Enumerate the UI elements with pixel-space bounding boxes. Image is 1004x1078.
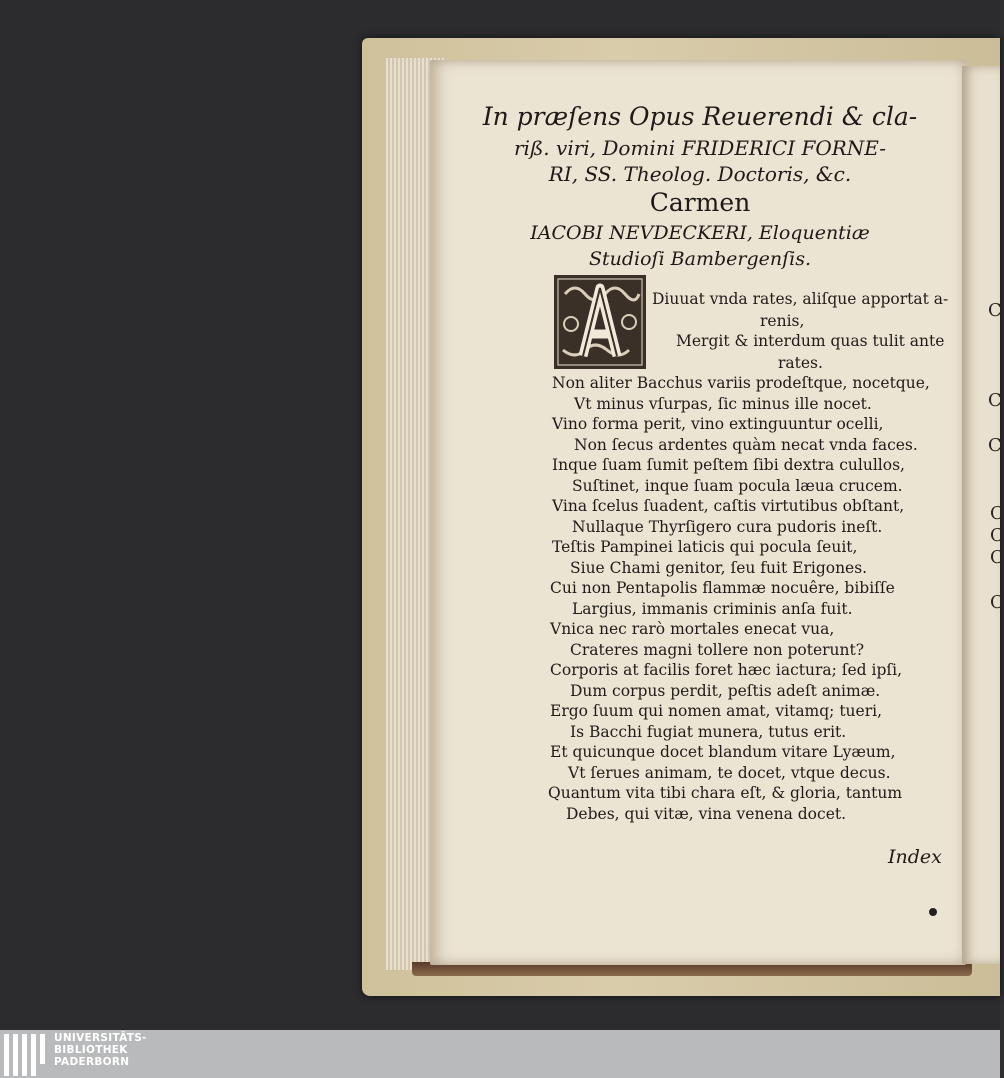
library-logo-icon: [4, 1034, 46, 1076]
verse-line: Et quicunque docet blandum vitare Lyæum,: [550, 743, 896, 761]
facing-page-letter: C: [990, 592, 1004, 613]
verse-line: Mergit & interdum quas tulit ante: [676, 332, 945, 350]
verse-line: Teſtis Pampinei laticis qui pocula ſeuit,: [552, 538, 858, 556]
verse-line: Non aliter Bacchus variis prodeſtque, nocetque,: [552, 374, 930, 392]
facing-page-letter: C: [988, 435, 1002, 456]
verse-line: Suſtinet, inque ſuam pocula læua crucem.: [572, 477, 903, 495]
author-line-2: Studioſi Bambergenſis.: [588, 248, 812, 270]
verse-line: Nullaque Thyrſigero cura pudoris ineſt.: [572, 518, 883, 536]
verse-line: Crateres magni tollere non poterunt?: [570, 641, 865, 659]
verse-line: Debes, qui vitæ, vina venena docet.: [566, 805, 847, 823]
verse-line: renis,: [760, 312, 805, 330]
verse-line: Vt minus vſurpas, ſic minus ille nocet.: [574, 395, 872, 413]
verse-line: Dum corpus perdit, peſtis adeſt animæ.: [570, 682, 881, 700]
title-line-2: riß. viri, Domini FRIDERICI FORNE-: [513, 136, 887, 160]
verse-line: Is Bacchi fugiat munera, tutus erit.: [570, 723, 847, 741]
verse-line: Quantum vita tibi chara eſt, & gloria, tantum: [548, 784, 903, 802]
facing-page-letter: C: [990, 547, 1004, 568]
title-line-3: RI, SS. Theolog. Doctoris, &c.: [548, 162, 852, 186]
decorated-initial-a: [553, 274, 647, 370]
title-line-1: In præſens Opus Reuerendi & cla-: [482, 102, 918, 131]
verse-line: Largius, immanis criminis anſa fuit.: [572, 600, 853, 618]
verse-line: Vina ſcelus ſuadent, caſtis virtutibus obſtant,: [552, 497, 905, 515]
verse-line: Non ſecus ardentes quàm necat vnda faces.: [574, 436, 918, 454]
verse-line: Cui non Pentapolis flammæ nocuêre, bibiſſe: [550, 579, 895, 597]
verse-line: Diuuat vnda rates, aliſque apportat a-: [652, 290, 949, 308]
library-name-line-2: BIBLIOTHEK: [54, 1044, 128, 1056]
verse-line: rates.: [778, 354, 823, 372]
verse-line: Siue Chami genitor, ſeu fuit Erigones.: [570, 559, 868, 577]
verse-line: Vnica nec rarò mortales enecat vua,: [550, 620, 835, 638]
facing-page-letter: C: [990, 525, 1004, 546]
library-name-line-1: UNIVERSITÄTS-: [54, 1032, 147, 1044]
facing-page-letter: C: [988, 390, 1002, 411]
library-name-line-3: PADERBORN: [54, 1056, 130, 1068]
footer-bar: [0, 1030, 1000, 1078]
carmen-heading: Carmen: [649, 188, 751, 217]
author-line: IACOBI NEVDECKERI, Eloquentiæ: [530, 222, 870, 244]
verse-line: Corporis at facilis foret hæc iactura; ſed ipſi,: [550, 661, 903, 679]
verse-line: Inque ſuam ſumit peſtem ſibi dextra culullos,: [552, 456, 905, 474]
catchword: Index: [888, 846, 942, 868]
ink-dot: [929, 908, 937, 916]
facing-page-letter: C: [988, 300, 1002, 321]
verse-line: Vino forma perit, vino extinguuntur ocelli,: [552, 415, 884, 433]
verse-line: Ergo ſuum qui nomen amat, vitamq; tueri,: [550, 702, 883, 720]
facing-page-letter: C: [990, 503, 1004, 524]
verse-line: Vt ſerues animam, te docet, vtque decus.: [568, 764, 891, 782]
